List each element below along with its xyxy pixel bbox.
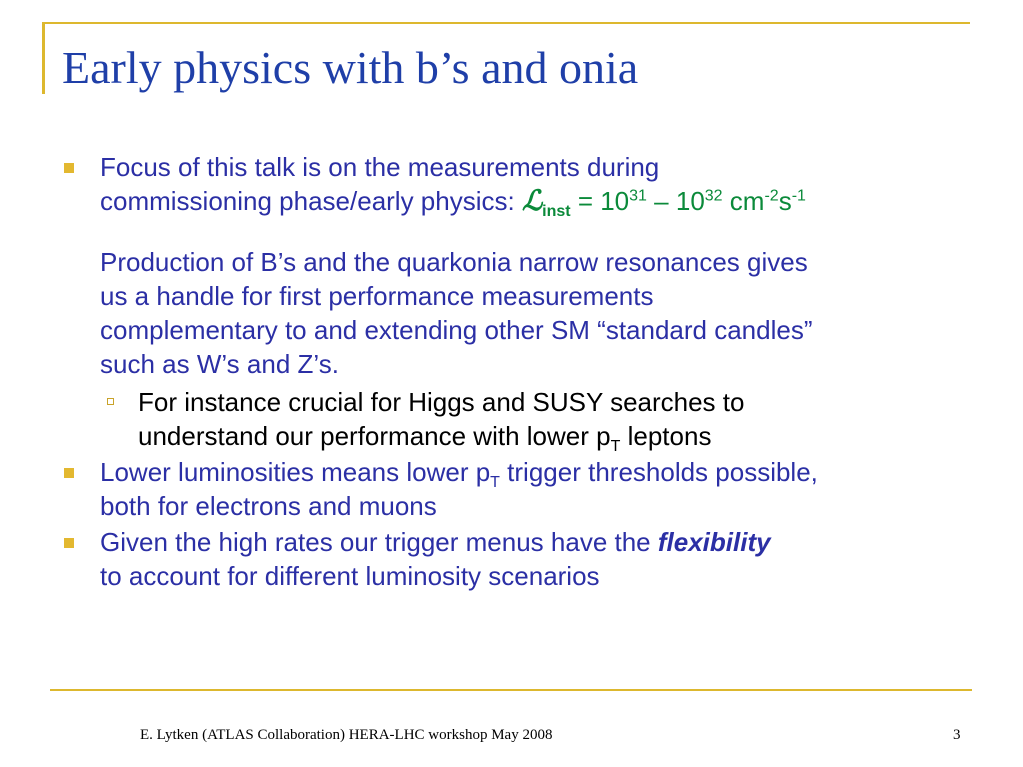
bullet-trigger-line1 [100, 525, 962, 559]
formula-unit-s: s [778, 186, 792, 216]
bullet-lower-luminosities [62, 455, 962, 523]
paragraph-line4: such as W’s and Z’s. [100, 349, 339, 379]
bullet-focus-line2-text: commissioning phase/early physics: [100, 186, 522, 216]
formula-exp-s: -1 [791, 187, 806, 205]
square-bullet-icon [64, 538, 74, 548]
bullet-trigger-menus [62, 525, 962, 593]
subbullet-line2-suffix: leptons [620, 421, 712, 451]
hollow-square-bullet-icon [107, 398, 114, 405]
luminosity-symbol: ℒ [521, 186, 543, 217]
subbullet-line2 [138, 419, 962, 456]
formula-exp-cm: -2 [764, 187, 779, 205]
subbullet-higgs-susy [62, 385, 962, 456]
footer-divider-line [50, 689, 972, 691]
flexibility-emphasis: flexibility [657, 527, 771, 557]
luminosity-formula [521, 186, 806, 221]
formula-part1: = 10 [570, 186, 630, 216]
bullet-trigger-line2: to account for different luminosity scenarios [100, 561, 600, 591]
bullet-lower-pt-subscript: T [490, 474, 500, 492]
subbullet-line1: For instance crucial for Higgs and SUSY searches to [138, 387, 745, 417]
paragraph-line3: complementary to and extending other SM “standard candles” [100, 315, 813, 345]
paragraph-line2: us a handle for first performance measurements [100, 281, 654, 311]
bullet-lower-line1 [100, 455, 962, 492]
bullet-focus-line2 [100, 184, 962, 219]
bullet-focus-line1: Focus of this talk is on the measurements during [100, 152, 660, 182]
formula-part2: – 10 [646, 186, 705, 216]
slide-title: Early physics with b’s and onia [62, 42, 639, 93]
title-accent-vertical-line [42, 22, 45, 94]
formula-unit-cm: cm [722, 186, 765, 216]
footer-text: E. Lytken (ATLAS Collaboration) HERA-LHC workshop May 2008 [140, 727, 553, 743]
bullet-trigger-text: Given the high rates our trigger menus have the [100, 527, 658, 557]
subbullet-pt-subscript: T [610, 438, 621, 456]
paragraph-line1: Production of B’s and the quarkonia narrow resonances gives [100, 247, 808, 277]
square-bullet-icon [64, 468, 74, 478]
subbullet-line2-text: understand our performance with lower p [138, 421, 611, 451]
bullet-lower-line2: both for electrons and muons [100, 491, 437, 521]
page-number: 3 [953, 727, 961, 743]
bullet-lower-text: Lower luminosities means lower p [100, 457, 491, 487]
formula-exp2: 32 [704, 187, 723, 205]
bullet-lower-suffix: trigger thresholds possible, [499, 457, 818, 487]
top-accent-line [42, 22, 970, 24]
formula-exp1: 31 [629, 187, 647, 205]
production-paragraph [62, 245, 962, 381]
square-bullet-icon [64, 163, 74, 173]
slide-content [62, 150, 962, 593]
bullet-focus [62, 150, 962, 219]
luminosity-subscript: inst [542, 203, 571, 221]
